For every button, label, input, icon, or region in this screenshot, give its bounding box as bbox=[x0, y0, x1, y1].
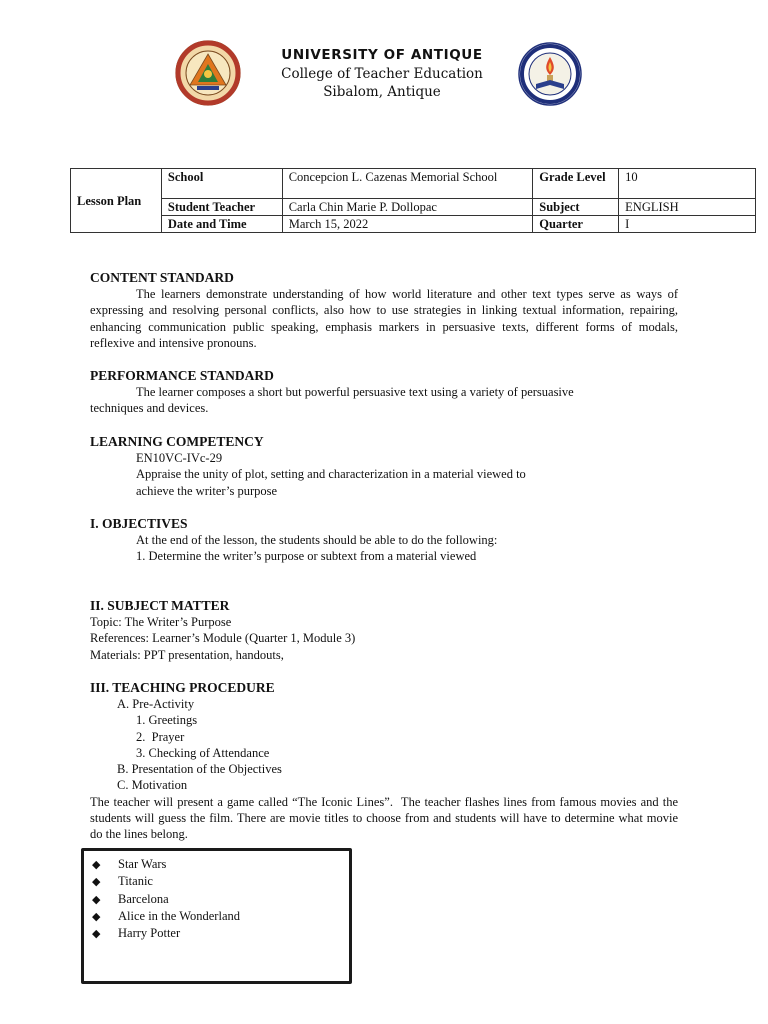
list-item: ◆ Barcelona bbox=[92, 891, 240, 908]
competency-line1: Appraise the unity of plot, setting and characterization in a material viewed to bbox=[136, 467, 526, 482]
student-teacher-label: Student Teacher bbox=[161, 199, 282, 216]
performance-standard-line1: The learner composes a short but powerful persuasive text using a variety of persuasive bbox=[136, 385, 574, 399]
content-standard-section bbox=[90, 269, 678, 351]
pre-activity-item-2: 2. Prayer bbox=[136, 729, 185, 744]
competency-line2: achieve the writer’s purpose bbox=[136, 483, 278, 498]
college-name: College of Teacher Education bbox=[281, 66, 483, 82]
content-standard-heading: CONTENT STANDARD bbox=[90, 270, 234, 285]
lesson-info-table bbox=[70, 168, 756, 233]
subject-label: Subject bbox=[533, 199, 619, 216]
movie-titles-list bbox=[92, 856, 240, 942]
references: References: Learner’s Module (Quarter 1, Module 3) bbox=[90, 631, 356, 646]
subject-value: ENGLISH bbox=[619, 199, 756, 216]
diamond-bullet-icon: ◆ bbox=[92, 859, 101, 871]
subject-matter-heading: II. SUBJECT MATTER bbox=[90, 598, 230, 613]
movie-titles-box bbox=[81, 848, 352, 984]
diamond-bullet-icon: ◆ bbox=[92, 893, 101, 906]
student-teacher-value: Carla Chin Marie P. Dollopac bbox=[282, 199, 533, 216]
college-seal-logo bbox=[518, 42, 582, 106]
list-item: ◆ Star Wars bbox=[92, 856, 240, 873]
objective-item-1: 1. Determine the writer’s purpose or subtext from a material viewed bbox=[136, 549, 477, 564]
university-seal-logo bbox=[175, 40, 241, 106]
diamond-bullet-icon: ◆ bbox=[92, 910, 101, 923]
topic: Topic: The Writer’s Purpose bbox=[90, 615, 232, 629]
diamond-bullet-icon: ◆ bbox=[92, 928, 101, 941]
performance-standard-heading: PERFORMANCE STANDARD bbox=[90, 368, 274, 383]
pre-activity-item-1: 1. Greetings bbox=[136, 713, 198, 728]
presentation-of-objectives: B. Presentation of the Objectives bbox=[117, 762, 282, 777]
teaching-procedure-section bbox=[90, 679, 682, 843]
materials: Materials: PPT presentation, handouts, bbox=[90, 647, 284, 662]
list-item: ◆ Alice in the Wonderland bbox=[92, 908, 240, 925]
motivation-text: The teacher will present a game called “The Iconic Lines”. The teacher flashes lines from famous movies and the students will guess the film. There are movie titles to choose from and students will have to determine what movie do the lines belong. bbox=[90, 794, 682, 842]
quarter-value: I bbox=[619, 216, 756, 233]
motivation: C. Motivation bbox=[117, 778, 188, 793]
university-name: UNIVERSITY OF ANTIQUE bbox=[281, 47, 483, 63]
date-time-value: March 15, 2022 bbox=[282, 216, 533, 233]
performance-standard-line2: techniques and devices. bbox=[90, 401, 209, 416]
competency-code: EN10VC-IVc-29 bbox=[136, 451, 223, 465]
school-label: School bbox=[161, 169, 282, 199]
lesson-plan-label: Lesson Plan bbox=[71, 169, 162, 233]
teaching-procedure-heading: III. TEACHING PROCEDURE bbox=[90, 680, 275, 695]
grade-level-value: 10 bbox=[619, 169, 756, 199]
letterhead bbox=[250, 46, 514, 101]
date-time-label: Date and Time bbox=[161, 216, 282, 233]
pre-activity: A. Pre-Activity bbox=[117, 697, 195, 711]
list-item: ◆ Harry Potter bbox=[92, 925, 240, 942]
objectives-heading: I. OBJECTIVES bbox=[90, 516, 188, 531]
objectives-intro: At the end of the lesson, the students should be able to do the following: bbox=[136, 533, 498, 547]
subject-matter-section bbox=[90, 597, 678, 663]
school-value: Concepcion L. Cazenas Memorial School bbox=[282, 169, 533, 199]
quarter-label: Quarter bbox=[533, 216, 619, 233]
grade-level-label: Grade Level bbox=[533, 169, 619, 199]
performance-standard-section bbox=[90, 367, 678, 417]
learning-competency-section bbox=[90, 433, 678, 499]
content-standard-text: The learners demonstrate understanding of how world literature and other text types serve as ways of expressing and resolving personal conflicts, also how to use strategies in linking textual information, repairing, enhancing communication public speaking, emphasis markers in persuasive texts, different forms of modals, reflexive and intensive pronouns. bbox=[90, 287, 678, 350]
objectives-section bbox=[90, 515, 678, 565]
diamond-bullet-icon: ◆ bbox=[92, 876, 101, 889]
learning-competency-heading: LEARNING COMPETENCY bbox=[90, 434, 264, 449]
location: Sibalom, Antique bbox=[323, 84, 441, 100]
list-item: ◆ Titanic bbox=[92, 873, 240, 890]
pre-activity-item-3: 3. Checking of Attendance bbox=[136, 745, 270, 760]
